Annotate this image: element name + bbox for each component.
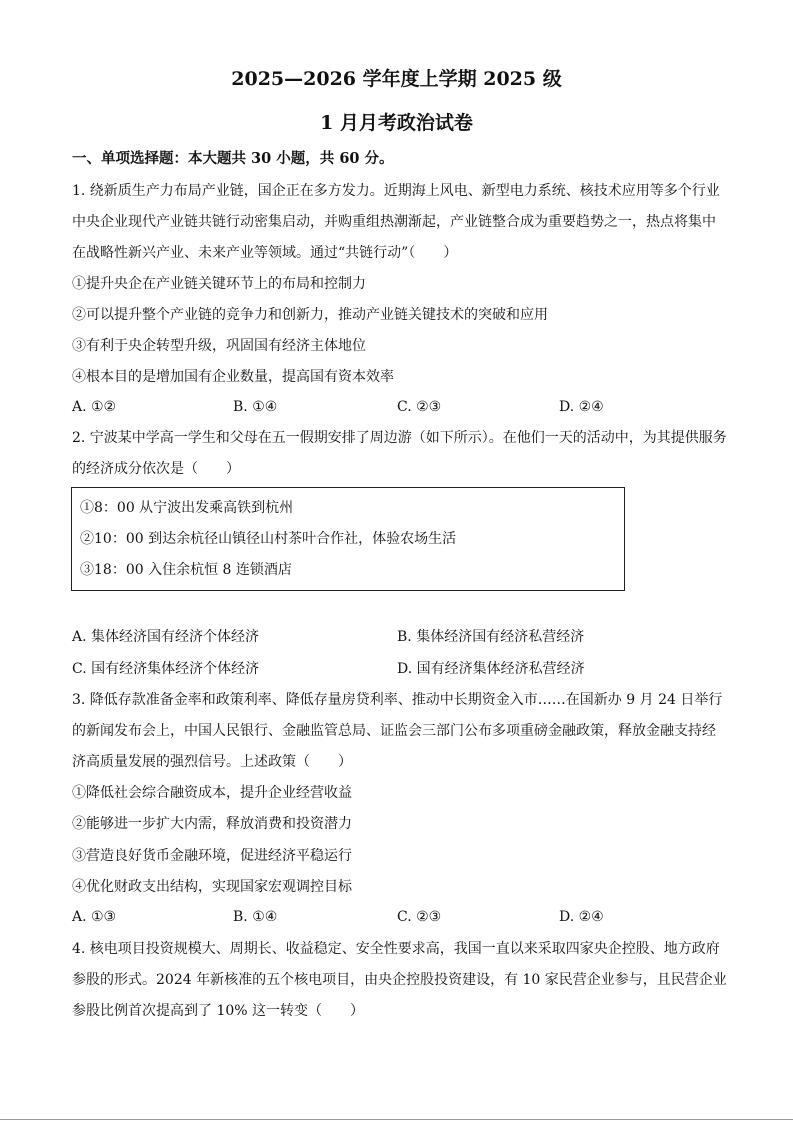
question-stem-line: 在战略性新兴产业、未来产业等领域。通过“共链行动”（ ）: [72, 245, 458, 261]
statement: ②能够进一步扩大内需，释放消费和投资潜力: [72, 816, 352, 832]
question-stem-line: 参股的形式。2024 年新核准的五个核电项目，由央企控股投资建设，有 10 家民营企业参与，且民营企业: [72, 972, 727, 988]
question-stem-line: 济高质量发展的强烈信号。上述政策（ ）: [72, 754, 352, 770]
statement: ④优化财政支出结构，实现国家宏观调控目标: [72, 879, 352, 895]
option-c[interactable]: C. ②③: [397, 909, 442, 925]
section-heading: 一、单项选择题：本大题共 30 小题，共 60 分。: [72, 150, 394, 167]
option-b[interactable]: B. ①④: [233, 399, 278, 415]
option-d[interactable]: D. ②④: [559, 399, 604, 415]
question-stem-line: 1. 绕新质生产力布局产业链，国企正在多方发力。近期海上风电、新型电力系统、核技术应用等多个行业: [72, 183, 720, 199]
itinerary-item: ①8：00 从宁波出发乘高铁到杭州: [80, 500, 294, 516]
itinerary-item: ②10：00 到达余杭径山镇径山村茶叶合作社，体验农场生活: [80, 531, 457, 547]
statement: ②可以提升整个产业链的竞争力和创新力，推动产业链关键技术的突破和应用: [72, 307, 548, 323]
question-stem-line: 2. 宁波某中学高一学生和父母在五一假期安排了周边游（如下所示）。在他们一天的活动中，为其提供服务: [72, 430, 727, 446]
option-c[interactable]: C. 国有经济集体经济个体经济: [72, 661, 260, 677]
itinerary-box: [71, 487, 625, 591]
option-a[interactable]: A. ①③: [72, 909, 117, 925]
option-d[interactable]: D. ②④: [559, 909, 604, 925]
option-b[interactable]: B. ①④: [233, 909, 278, 925]
question-stem-line: 4. 核电项目投资规模大、周期长、收益稳定、安全性要求高，我国一直以来采取四家央企控股、地方政府: [72, 941, 720, 957]
exam-title-line1: 2025—2026 学年度上学期 2025 级: [231, 68, 562, 90]
statement: ①提升央企在产业链关键环节上的布局和控制力: [72, 276, 366, 292]
itinerary-item: ③18：00 入住余杭恒 8 连锁酒店: [80, 562, 292, 578]
statement: ③营造良好货币金融环境，促进经济平稳运行: [72, 848, 352, 864]
option-a[interactable]: A. ①②: [72, 399, 117, 415]
question-stem-line: 的经济成分依次是（ ）: [72, 461, 240, 477]
question-stem-line: 3. 降低存款准备金率和政策利率、降低存量房贷利率、推动中长期资金入市……在国新办 9 月 24 日举行: [72, 692, 723, 708]
option-a[interactable]: A. 集体经济国有经济个体经济: [72, 629, 260, 645]
question-stem-line: 的新闻发布会上，中国人民银行、金融监管总局、证监会三部门公布多项重磅金融政策，释放金融支持经: [72, 723, 716, 739]
statement: ①降低社会综合融资成本，提升企业经营收益: [72, 785, 352, 801]
option-d[interactable]: D. 国有经济集体经济私营经济: [397, 661, 585, 677]
option-b[interactable]: B. 集体经济国有经济私营经济: [397, 629, 585, 645]
page-bottom-divider: [0, 1119, 793, 1120]
statement: ③有利于央企转型升级，巩固国有经济主体地位: [72, 338, 366, 354]
option-c[interactable]: C. ②③: [397, 399, 442, 415]
exam-title-line2: 1 月月考政治试卷: [320, 112, 473, 134]
statement: ④根本目的是增加国有企业数量，提高国有资本效率: [72, 369, 394, 385]
question-stem-line: 中央企业现代产业链共链行动密集启动，并购重组热潮渐起，产业链整合成为重要趋势之一，热点将集中: [72, 214, 716, 230]
question-stem-line: 参股比例首次提高到了 10% 这一转变（ ）: [72, 1003, 365, 1019]
